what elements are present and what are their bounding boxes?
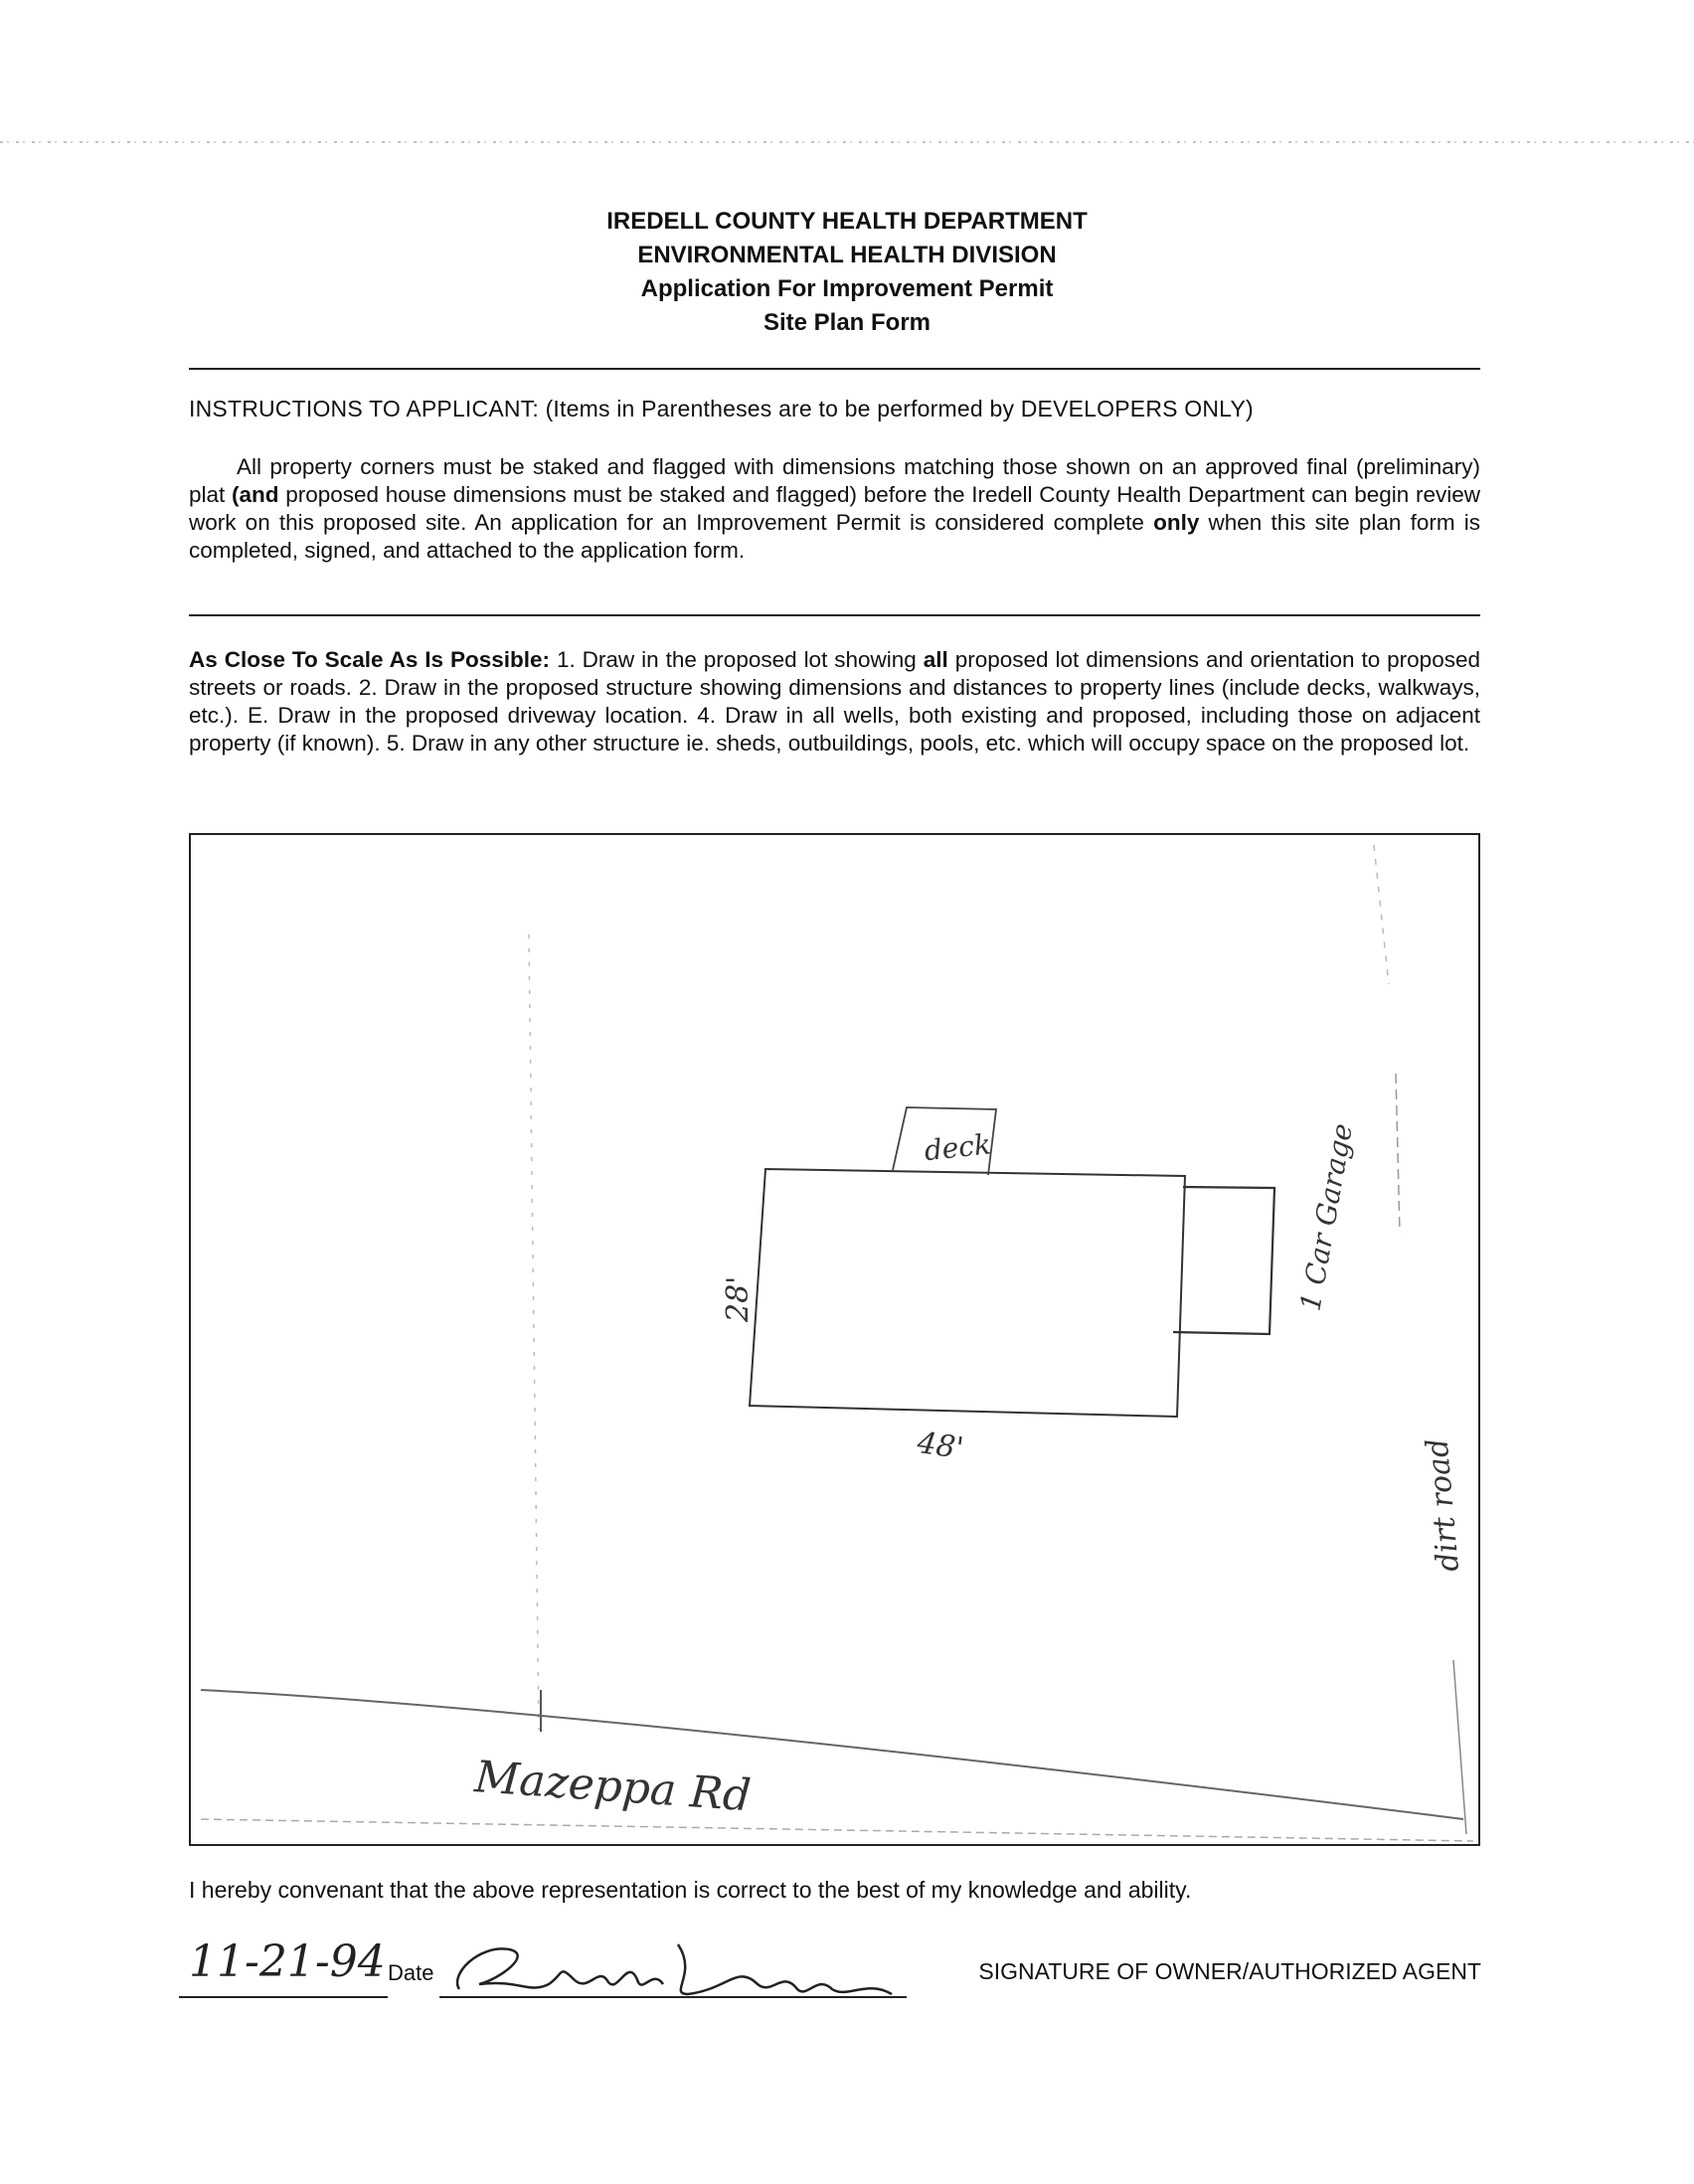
section-divider	[189, 614, 1480, 616]
date-label: Date	[388, 1960, 434, 1985]
lot-line-left	[529, 934, 539, 1730]
deck-label: deck	[923, 1127, 993, 1168]
side-road-edge-bottom	[1453, 1660, 1466, 1834]
scan-top-dotted-line	[0, 141, 1694, 143]
signature-label: SIGNATURE OF OWNER/AUTHORIZED AGENT	[978, 1958, 1481, 1984]
instructions-text-b: proposed house dimensions must be staked and flagged) before the Iredell County Health Department can begin review work on this proposed site. An application for an Improvement Permit is considered complete	[189, 482, 1481, 535]
street-edge-south	[201, 1819, 1473, 1841]
house-length-label: 48'	[915, 1426, 966, 1467]
site-plan-drawing-box	[189, 833, 1480, 1846]
scale-instructions	[189, 646, 1480, 757]
side-road-edge-outer	[1374, 845, 1389, 984]
garage-label: 1 Car Garage	[1293, 1120, 1360, 1314]
instructions-text-a: All property corners must be staked and flagged with dimensions matching those shown on an approved final (preliminary) plat	[189, 454, 1480, 507]
instructions-paragraph	[189, 453, 1480, 565]
signature-row	[179, 1936, 1481, 1998]
header-department: IREDELL COUNTY HEALTH DEPARTMENT	[606, 208, 1088, 235]
house-outline	[750, 1169, 1185, 1417]
scale-instructions-bold-all: all	[923, 647, 948, 672]
header-divider	[189, 368, 1480, 370]
site-plan-sketch	[191, 835, 1478, 1844]
scale-instructions-text-b: proposed lot dimensions and orientation to proposed streets or roads. 2. Draw in the proposed structure showing dimensions and distances to property lines (include decks, walkways, etc.). E. Draw in the proposed driveway location. 4. Draw in all wells, both existing and proposed, including those on adjacent property (if known). 5. Draw in any other structure ie. sheds, outbuildings, pools, etc. which will occupy space on the proposed lot.	[189, 647, 1480, 756]
street-name-label: Mazeppa Rd	[472, 1752, 754, 1822]
certification-statement: I hereby convenant that the above representation is correct to the best of my knowledge and ability.	[189, 1877, 1192, 1903]
side-road-edge-inner	[1396, 1074, 1400, 1233]
house-width-label: 28'	[721, 1275, 756, 1322]
signature-underline	[439, 1996, 907, 1998]
instructions-title: INSTRUCTIONS TO APPLICANT: (Items in Parentheses are to be performed by DEVELOPERS ONLY)	[189, 396, 1254, 421]
street-edge-north	[201, 1690, 1463, 1822]
header-division: ENVIRONMENTAL HEALTH DIVISION	[637, 242, 1057, 268]
header-form-title: Site Plan Form	[762, 309, 932, 336]
scale-instructions-lead: As Close To Scale As Is Possible:	[189, 647, 551, 672]
owner-signature	[439, 1934, 917, 2014]
instructions-text-c: when this site plan form is completed, signed, and attached to the application form.	[189, 510, 1480, 563]
scale-instructions-text-a: 1. Draw in the proposed lot showing	[550, 647, 924, 672]
date-value: 11-21-94	[189, 1936, 386, 1987]
header-application: Application For Improvement Permit	[640, 275, 1054, 302]
garage-outline	[1173, 1187, 1274, 1334]
form-header	[0, 205, 1694, 340]
side-road-label: dirt road	[1420, 1436, 1466, 1574]
instructions-bold-and: (and	[232, 482, 279, 507]
instructions-bold-only: only	[1153, 510, 1200, 535]
date-underline	[179, 1996, 388, 1998]
